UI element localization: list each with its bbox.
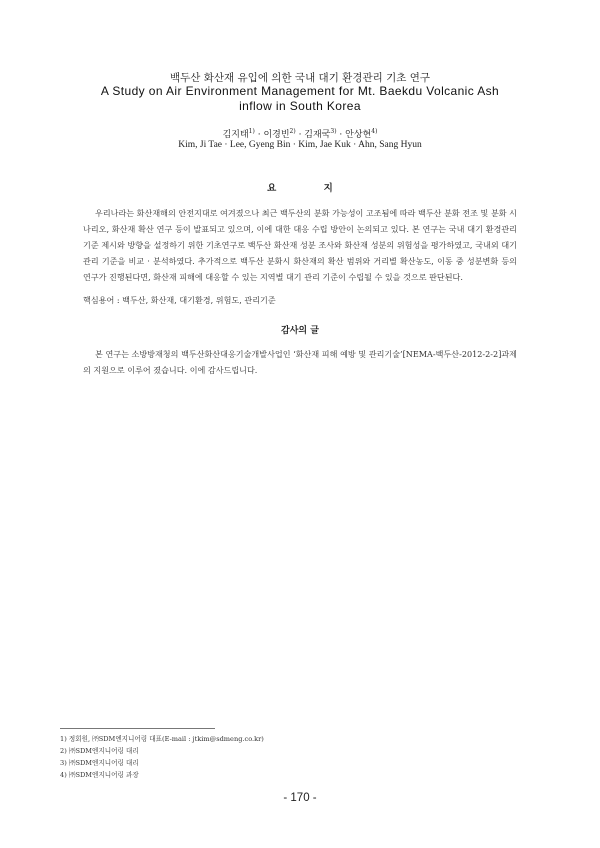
acknowledgement-body: 본 연구는 소방방재청의 백두산화산대응기술개발사업인 ‘화산재 피해 예방 및 관리기술’[NEMA-백두산-2012-2-2]과제의 지원으로 이루어 졌습니다. 이에 감사드립니다. [83, 349, 517, 375]
author-footnote-mark: 2) [289, 128, 296, 135]
author-separator: · [336, 130, 346, 140]
footnote-divider [60, 728, 215, 729]
footnote-item: 2) ㈜SDM엔지니어링 대리 [60, 747, 139, 755]
abstract-heading: 요 지 [267, 183, 355, 194]
acknowledgement-heading: 감사의 글 [281, 326, 319, 336]
author-footnote-mark: 1) [248, 128, 255, 135]
footnote-item: 1) 정회원, ㈜SDM엔지니어링 대표(E-mail : jtkim@sdmeng.co.kr) [60, 735, 264, 743]
author-name: 김지태 [222, 130, 249, 140]
author-list-korean [0, 127, 600, 140]
author-footnote-mark: 4) [371, 128, 378, 135]
footnote-item: 3) ㈜SDM엔지니어링 대리 [60, 759, 139, 767]
author-separator: · [295, 130, 305, 140]
author-list-english: Kim, Ji Tae · Lee, Gyeng Bin · Kim, Jae Kuk · Ahn, Sang Hyun [178, 140, 422, 150]
page-number: - 170 - [283, 792, 317, 804]
author-footnote-mark: 3) [330, 128, 337, 135]
paper-title-korean: 백두산 화산재 유입에 의한 국내 대기 환경관리 기초 연구 [170, 72, 430, 84]
author-name: 안상현 [345, 130, 372, 140]
author-name: 김재국 [304, 130, 331, 140]
abstract-body: 우리나라는 화산재해의 안전지대로 여겨졌으나 최근 백두산의 분화 가능성이 고조됨에 따라 백두산 분화 전조 및 분화 시나리오, 화산재 확산 연구 등이 발표되고 있으며, 이에 대한 대응 수립 방안이 논의되고 있다. 본 연구는 국내 대기 환경관리 기준 제시와 방향을 설정하기 위한 기초연구로 백두산 화산재 성분 조사와 화산재 성분의 위험성을 평가하였고, 국내외 대기관리 기준을 비교 · 분석하였다. 추가적으로 백두산 분화시 화산재의 확산 범위와 거리별 확산농도, 이동 중 성분변화 등의 연구가 진행된다면, 화산재 피해에 대응할 수 있는 지역별 대기 관리 기준이 수립될 수 있을 것으로 판단된다. [83, 208, 517, 282]
paper-title-english: A Study on Air Environment Management for Mt. Baekdu Volcanic Ash inflow in South Korea [100, 84, 500, 113]
keywords: 핵심용어 : 백두산, 화산재, 대기환경, 위험도, 관리기준 [83, 295, 276, 305]
footnote-item: 4) ㈜SDM엔지니어링 과장 [60, 771, 139, 779]
footnote-list [60, 733, 520, 781]
author-separator: · [254, 130, 264, 140]
author-name: 이경빈 [263, 130, 290, 140]
